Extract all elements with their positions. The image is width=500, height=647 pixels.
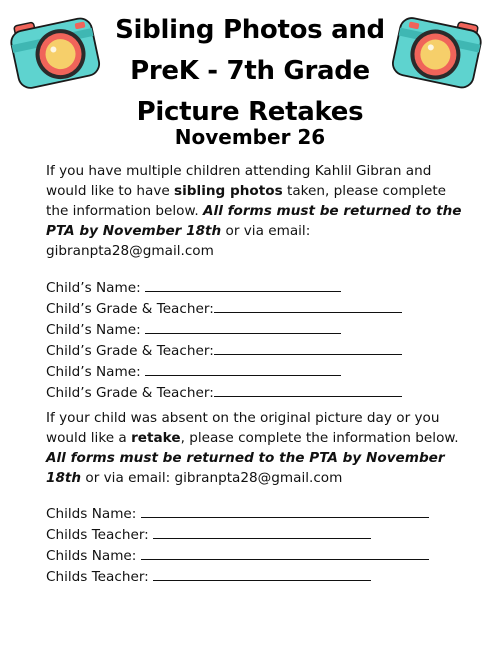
retake-section [46,408,466,488]
sibling-child-grade-teacher-field[interactable]: Child’s Grade & Teacher: [46,382,466,403]
retake-intro: If your child was absent on the original picture day or you would like a retake, please complete the information below. All forms must be returned to the PTA by November 18th or via email: gibranpta28@gmail.com [46,410,459,486]
retake-child-teacher-field[interactable]: Childs Teacher: [46,566,466,587]
sibling-child-name-field[interactable]: Child’s Name: [46,319,466,340]
title-line-1: Sibling Photos and [115,15,385,45]
retake-child-name-field[interactable]: Childs Name: [46,545,466,566]
page-title [100,10,400,133]
sibling-fields [46,277,466,403]
camera-icon [392,8,484,92]
camera-icon [10,8,102,92]
sibling-child-grade-teacher-field[interactable]: Child’s Grade & Teacher: [46,340,466,361]
sibling-child-name-field[interactable]: Child’s Name: [46,361,466,382]
title-line-2: PreK - 7th Grade [130,56,370,86]
title-line-3: Picture Retakes [136,97,364,127]
sibling-section [46,161,466,261]
sibling-intro: If you have multiple children attending Kahlil Gibran and would like to have sibling photos taken, please complete the information below. All forms must be returned to the PTA by November 18th or via email: gibranpta28@gmail.com [46,163,462,259]
sibling-child-name-field[interactable]: Child’s Name: [46,277,466,298]
event-date: November 26 [174,125,326,149]
retake-fields [46,503,466,587]
retake-child-name-field[interactable]: Childs Name: [46,503,466,524]
sibling-child-grade-teacher-field[interactable]: Child’s Grade & Teacher: [46,298,466,319]
retake-child-teacher-field[interactable]: Childs Teacher: [46,524,466,545]
